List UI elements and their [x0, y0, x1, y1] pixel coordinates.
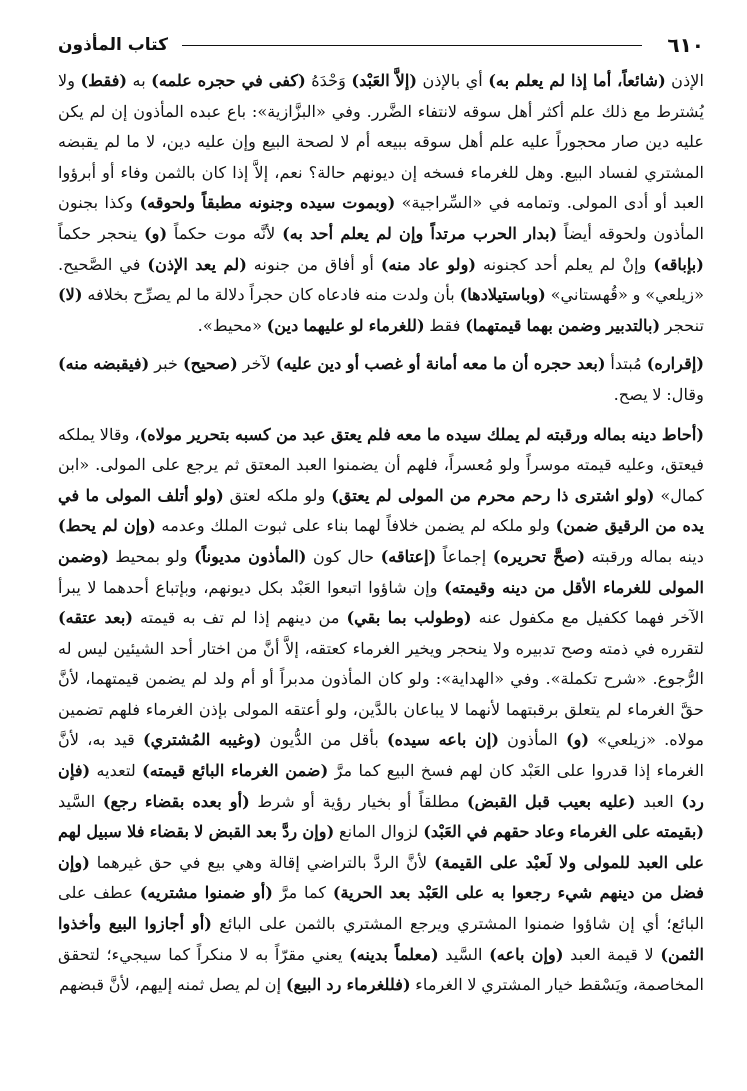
bold-matn-text: (للغرماء لو عليهما دين): [266, 315, 425, 335]
commentary-text: أي بالإذن: [417, 71, 489, 90]
commentary-text: ولو ملكه لم يضمن خلافاً لهما بناء على ثبوت الملك وعدمه: [155, 516, 556, 536]
bold-matn-text: (وإن لم يحط): [58, 516, 156, 536]
bold-matn-text: (وباستيلادها): [459, 285, 546, 305]
commentary-text: لا قيمة العبد: [563, 944, 661, 964]
bold-matn-text: (فللغرماء رد البيع): [285, 975, 411, 995]
bold-matn-text: (إن باعه سيده): [386, 730, 500, 750]
paragraph-1: [58, 66, 704, 341]
commentary-text: لزوال المانع: [334, 822, 424, 842]
commentary-text: وكذا بجنون المأذون ولحوقه أيضاً: [58, 193, 704, 243]
commentary-text: في الصَّحيح. «زيلعي» و «قُهستاني»: [58, 254, 704, 305]
page-number: ٦١٠: [667, 33, 704, 57]
commentary-text: من دينهم إذا لم تف به قيمته: [133, 608, 347, 628]
commentary-text: لتعديه: [90, 761, 143, 781]
commentary-text: إن لم يصل ثمنه إليهم، لأنَّ قبضهم: [59, 975, 286, 995]
bold-matn-text: (ولو عاد منه): [380, 254, 477, 274]
bold-matn-text: (وطولب بما بقي): [346, 608, 472, 628]
commentary-text: وقال: لا يصح.: [613, 384, 704, 404]
bold-matn-text: (بدار الحرب مرتداً وإن لم يعلم أحد به): [282, 223, 558, 243]
commentary-text: به: [127, 71, 152, 90]
bold-matn-text: (ولو اشترى ذا رحم محرم من المولى لم يعتق): [331, 485, 655, 505]
bold-matn-text: (صحَّ تحريره): [492, 546, 586, 566]
book-title: كتاب المأذون: [58, 35, 169, 55]
commentary-text: السَّيد: [58, 791, 103, 811]
commentary-text: السَّيد: [438, 944, 490, 964]
bold-matn-text: (وإن ردَّ بعد القبض لا بقضاء فلا سبيل لهم على العبد للمولى ولا لَعبْد على القيمة): [58, 822, 705, 872]
paragraph-3: [58, 420, 704, 1001]
commentary-text: وَحْدَهُ: [305, 71, 352, 90]
commentary-text: مطلقاً أو بخيار رؤية أو شرط: [249, 791, 467, 811]
commentary-text: بأن ولدت منه فادعاه كان حجراً دلالة ما لم يصرِّح بخلافه: [82, 285, 460, 305]
commentary-text: العبد: [635, 791, 682, 811]
commentary-text: يعني مقرّاً به لا منكراً كما سيجيء؛ لتحقق المخاصمة، ويَسْقط خيار المشتري لا الغرماء: [58, 944, 704, 995]
header-rule: [182, 45, 642, 46]
bold-matn-text: (وغيبه المُشتري): [143, 730, 262, 750]
bold-matn-text: (أو بعده بقضاء رجع): [102, 791, 250, 811]
commentary-text: الإذن: [665, 71, 705, 90]
bold-matn-text: (فقط): [80, 71, 128, 90]
bold-matn-text: (بعد عتقه): [58, 608, 133, 628]
commentary-text: وإنْ لم يعلم أحد كجنونه: [476, 254, 654, 274]
commentary-text: المأذون: [499, 730, 566, 750]
bold-matn-text: (لا): [58, 285, 83, 305]
document-page: [58, 28, 704, 1001]
bold-matn-text: (شائعاً، أما إذا لم يعلم به): [488, 71, 666, 90]
bold-matn-text: (ولو أتلف المولى ما في يده من الرقيق ضمن): [58, 485, 704, 536]
commentary-text: ، وقالا يملكه فيعتق، وعليه قيمته موسراً ولو مُعسراً، فلهم أن يضمنوا العبد المعتق ثم يرجع على المولى. «ابن كمال»: [58, 424, 705, 505]
bold-matn-text: (فيقبضه منه): [58, 354, 150, 374]
bold-matn-text: (بالتدبير وضمن بهما قيمتهما): [465, 315, 661, 335]
bold-matn-text: (لم يعد الإذن): [147, 254, 247, 274]
bold-matn-text: (وإن فضل من دينهم شيء رجعوا به على العَبْد بعد الحرية): [58, 852, 704, 903]
page-header: [58, 28, 704, 62]
commentary-text: لآخر: [237, 354, 276, 374]
commentary-text: تنحجر: [660, 315, 704, 335]
commentary-text: ولو ملكه لعتق: [223, 485, 332, 505]
commentary-text: خبر: [149, 354, 183, 374]
commentary-text: عطف على البائع؛ أي إن شاؤوا ضمنوا المشتري ويرجع المشتري بالثمن على البائع: [58, 883, 704, 934]
commentary-text: قيد به، لأنَّ الغرماء إذا قدروا على العَبْد كان لهم فسخ البيع كما مرَّ: [58, 730, 704, 781]
bold-matn-text: (أو أجازوا البيع وأخذوا الثمن): [58, 914, 704, 964]
bold-matn-text: (صحيح): [182, 354, 238, 374]
commentary-text: ولو بمحيط: [108, 546, 195, 566]
commentary-text: بأقل من الدُّيون: [261, 730, 387, 750]
commentary-text: مُبتدأ: [605, 354, 647, 374]
bold-matn-text: (كفى في حجره علمه): [151, 71, 306, 90]
bold-matn-text: (إقراره): [646, 354, 704, 374]
bold-matn-text: (بعد حجره أن ما معه أمانة أو غصب أو دين عليه): [275, 354, 606, 374]
commentary-text: كما مرَّ: [272, 883, 333, 903]
commentary-text: لأنَّه موت حكماً: [167, 223, 283, 243]
bold-matn-text: (أو ضمنوا مشتريه): [139, 883, 273, 903]
bold-matn-text: (فإن رد): [58, 761, 704, 811]
bold-matn-text: (معلماً بدينه): [349, 944, 439, 964]
bold-matn-text: (وضمن المولى للغرماء الأقل من دينه وقيمته): [58, 546, 704, 597]
bold-matn-text: (وإن باعه): [489, 944, 564, 964]
commentary-text: إجماعاً: [436, 546, 493, 566]
bold-matn-text: (المأذون مديوناً): [194, 546, 307, 566]
commentary-text: ولا يُشترط مع ذلك علم أكثر أهل سوقه لانتفاء الضَّرر. وفي «البزَّازية»: باع عبده المأذون إن لم يكن عليه دين صار محجوراً عليه علم أهل سوقه ببيعه أم لا لصحة البيع وإن عليه دين، لا ما لم يقبضه المشتري لفساد البيع. وهل للغرماء فسخه إن ديونهم حالة؟ نعم، إلاَّ إذا كان بالثمن وفاء أو أبرؤوا العبد أو أدى المولى. وتمامه في «السِّراجية»: [58, 71, 705, 213]
bold-matn-text: (بقيمته على الغرماء وعاد حقهم في العَبْد): [423, 822, 704, 842]
commentary-text: لأنَّ الردَّ بالتراضي إقالة وهي بيع في حق غيرهما: [89, 852, 435, 872]
commentary-text: وإن شاؤوا اتبعوا العَبْد بكل ديونهم، وبإتباع أحدهما لا يبرأ الآخر فهما ككفيل مع مكفول عنه: [58, 577, 704, 628]
bold-matn-text: (و): [143, 223, 168, 243]
bold-matn-text: (و): [565, 730, 590, 750]
commentary-text: أو أفاق من جنونه: [246, 254, 381, 274]
paragraph-2: [58, 349, 704, 410]
bold-matn-text: (أحاط دينه بماله ورقبته لم يملك سيده ما معه فلم يعتق عبد من كسبه بتحرير مولاه): [139, 424, 704, 444]
commentary-text: دينه بماله ورقبته: [585, 546, 704, 566]
bold-matn-text: (ضمن الغرماء البائع قيمته): [142, 761, 329, 781]
bold-matn-text: (بإباقه): [653, 254, 704, 274]
commentary-text: لتقرره في ذمته وصح تدبيره ولا ينحجر ويخير الغرماء كعتقه، إلاَّ أنَّ من اختار أحد الشيئين ليس له الرُّجوع. «شرح تكملة». وفي «الهداية»: ولو كان المأذون مدبراً أو أم ولد لم يضمن قيمتهما، لأنَّ حقَّ الغرماء لم يتعلق برقبتهما لأنهما لا يباعان بالدَّين، ولو أعتقه المولى بإذن الغرماء فلهم تضمين مولاه. «زيلعي»: [58, 638, 704, 750]
bold-matn-text: (عليه بعيب قبل القبض): [466, 791, 636, 811]
bold-matn-text: (إلاَّ العَبْد): [351, 71, 418, 90]
commentary-text: حال كون: [306, 546, 381, 566]
commentary-text: «محيط».: [197, 315, 267, 335]
commentary-text: ينحجر حكماً: [58, 223, 144, 243]
bold-matn-text: (وبموت سيده وجنونه مطبقاً ولحوقه): [139, 193, 396, 213]
commentary-text: فقط: [424, 315, 466, 335]
bold-matn-text: (إعتاقه): [380, 546, 437, 566]
